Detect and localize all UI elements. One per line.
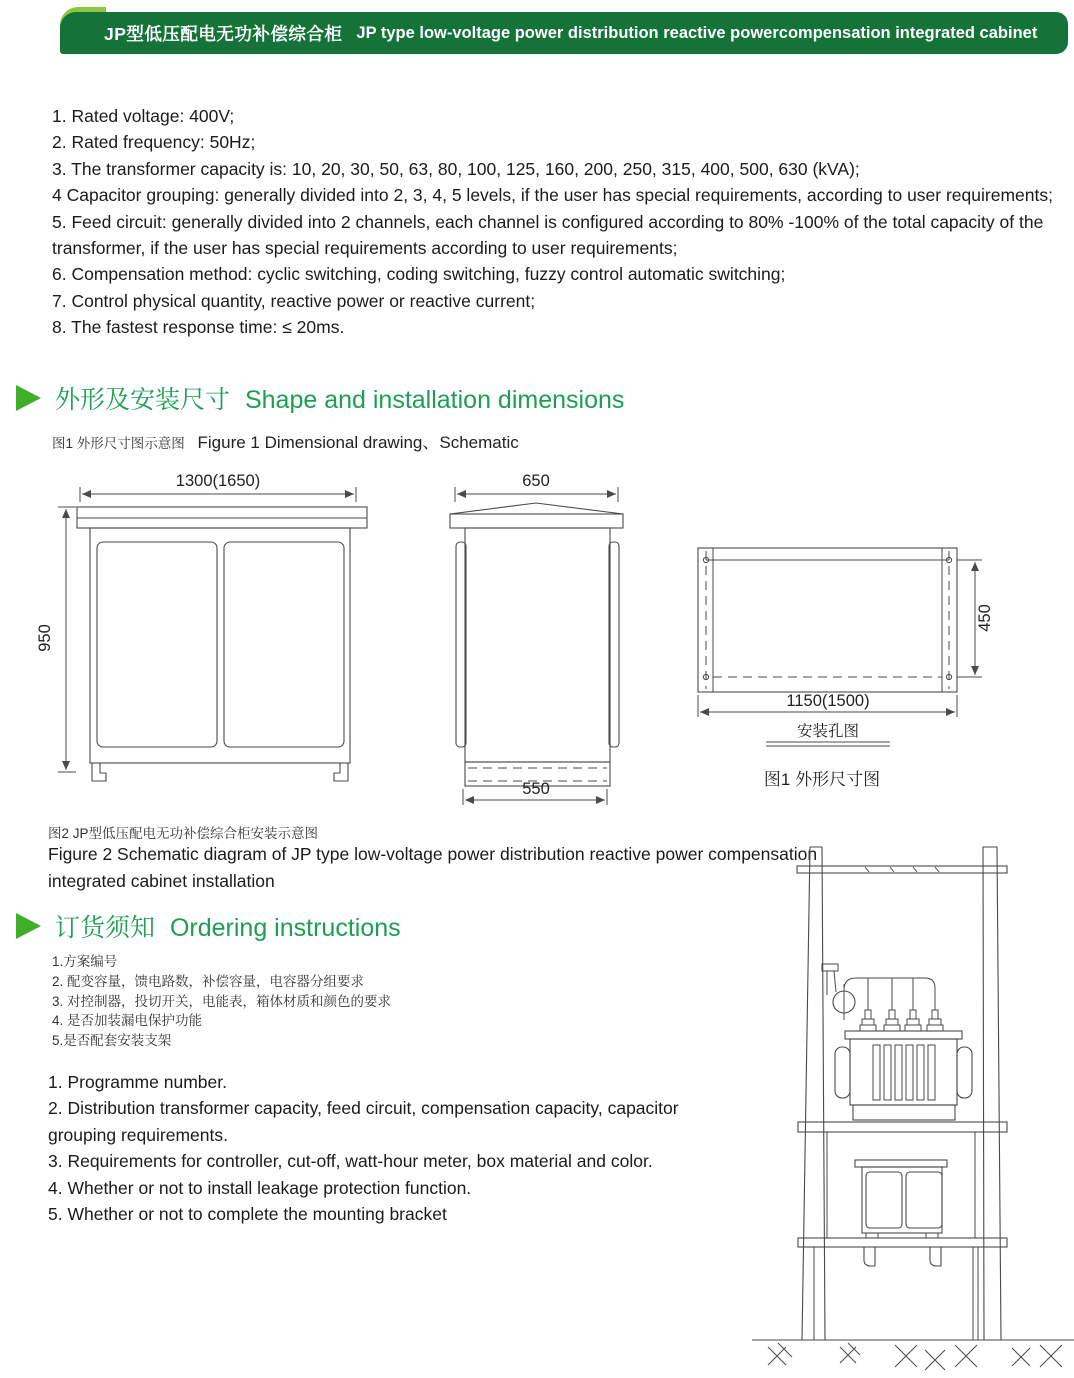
section-title xyxy=(55,380,624,416)
figure2-caption-zh: 图2 JP型低压配电无功补偿综合柜安装示意图 xyxy=(48,826,319,841)
ground xyxy=(752,1340,1074,1370)
spec-item: 7. Control physical quantity, reactive power or reactive current; xyxy=(52,290,536,311)
figure2-caption-en: Figure 2 Schematic diagram of JP type low-voltage power distribution reactive power compensation integrated cabinet installation xyxy=(48,844,818,891)
spec-item: 2. Rated frequency: 50Hz; xyxy=(52,132,256,153)
cooling-fins xyxy=(873,1045,935,1100)
figure1-caption-en: Figure 1 Dimensional drawing、Schematic xyxy=(197,433,519,452)
transformer xyxy=(822,964,972,1120)
ordering-item-zh: 5.是否配套安装支架 xyxy=(52,1033,172,1049)
spec-item: 6. Compensation method: cyclic switching, coding switching, fuzzy control automatic switching; xyxy=(52,264,786,285)
section-title-en: Shape and installation dimensions xyxy=(244,386,625,414)
cabinet-on-pole xyxy=(798,1122,1007,1266)
ordering-item-zh: 2. 配变容量，馈电路数，补偿容量，电容器分组要求 xyxy=(52,973,365,989)
dim-label-front-height: 950 xyxy=(36,624,54,652)
ordering-list-zh xyxy=(52,952,391,1051)
figure1-caption xyxy=(52,428,519,453)
ordering-item-zh: 4. 是否加装漏电保护功能 xyxy=(52,1013,203,1029)
dim-label-hole-width: 1150(1500) xyxy=(786,692,870,710)
spec-item: 4 Capacitor grouping: generally divided into 2, 3, 4, 5 levels, if the user has special requirements, according to user requirements; xyxy=(52,185,1053,206)
bushings xyxy=(860,1010,943,1031)
section-title-zh: 外形及安装尺寸 xyxy=(55,386,231,414)
spec-item: 3. The transformer capacity is: 10, 20, 30, 50, 63, 80, 100, 125, 160, 200, 250, 315, 400, 500, 630 (kVA); xyxy=(52,158,860,179)
spec-item: 1. Rated voltage: 400V; xyxy=(52,106,235,126)
dim-label-side-bottom: 550 xyxy=(522,780,550,798)
mounting-hole-view xyxy=(698,548,994,789)
figure1-label: 图1 外形尺寸图 xyxy=(763,770,881,789)
section-header-shape xyxy=(16,380,624,416)
figure1-drawing xyxy=(0,455,1074,820)
front-view xyxy=(36,472,367,781)
figure2-installation-drawing xyxy=(740,840,1074,1378)
spec-list xyxy=(52,103,1054,341)
ordering-item-en: 3. Requirements for controller, cut-off, watt-hour meter, box material and color. xyxy=(48,1151,653,1172)
ordering-item-zh: 3. 对控制器，投切开关，电能表，箱体材质和颜色的要求 xyxy=(52,993,392,1009)
banner-title-en: JP type low-voltage power distribution reactive powercompensation integrated cabinet xyxy=(356,23,1038,42)
dim-label-side-top: 650 xyxy=(522,472,550,490)
side-view xyxy=(450,472,623,805)
ordering-list-en xyxy=(48,1069,748,1227)
figure1-caption-zh: 图1 外形尺寸图示意图 xyxy=(52,436,185,451)
hole-view-caption: 安装孔图 xyxy=(796,723,860,740)
section-arrow-icon xyxy=(16,385,41,411)
section-arrow-icon xyxy=(16,913,41,939)
banner-bar xyxy=(60,12,1068,54)
spec-item: 5. Feed circuit: generally divided into 2 channels, each channel is configured according to 80% -100% of the total capacity of the transformer, if the user has special requirements according to user requirements; xyxy=(52,211,1044,259)
title-banner xyxy=(60,7,1068,54)
section-title xyxy=(55,908,401,944)
section-header-ordering xyxy=(16,908,401,944)
dim-label-front-width: 1300(1650) xyxy=(175,472,261,490)
ordering-item-en: 4. Whether or not to install leakage protection function. xyxy=(48,1177,472,1198)
dim-label-hole-height: 450 xyxy=(976,604,994,632)
ordering-item-zh: 1.方案编号 xyxy=(52,954,118,969)
section-title-zh: 订货须知 xyxy=(55,914,156,942)
spec-item: 8. The fastest response time: ≤ 20ms. xyxy=(52,317,345,338)
ordering-item-en: 1. Programme number. xyxy=(48,1072,227,1092)
ordering-item-en: 2. Distribution transformer capacity, feed circuit, compensation capacity, capacitor grouping requirements. xyxy=(48,1098,679,1145)
banner-title-zh: JP型低压配电无功补偿综合柜 xyxy=(104,23,343,44)
ordering-item-en: 5. Whether or not to complete the mounting bracket xyxy=(48,1204,447,1225)
section-title-en: Ordering instructions xyxy=(169,914,401,942)
